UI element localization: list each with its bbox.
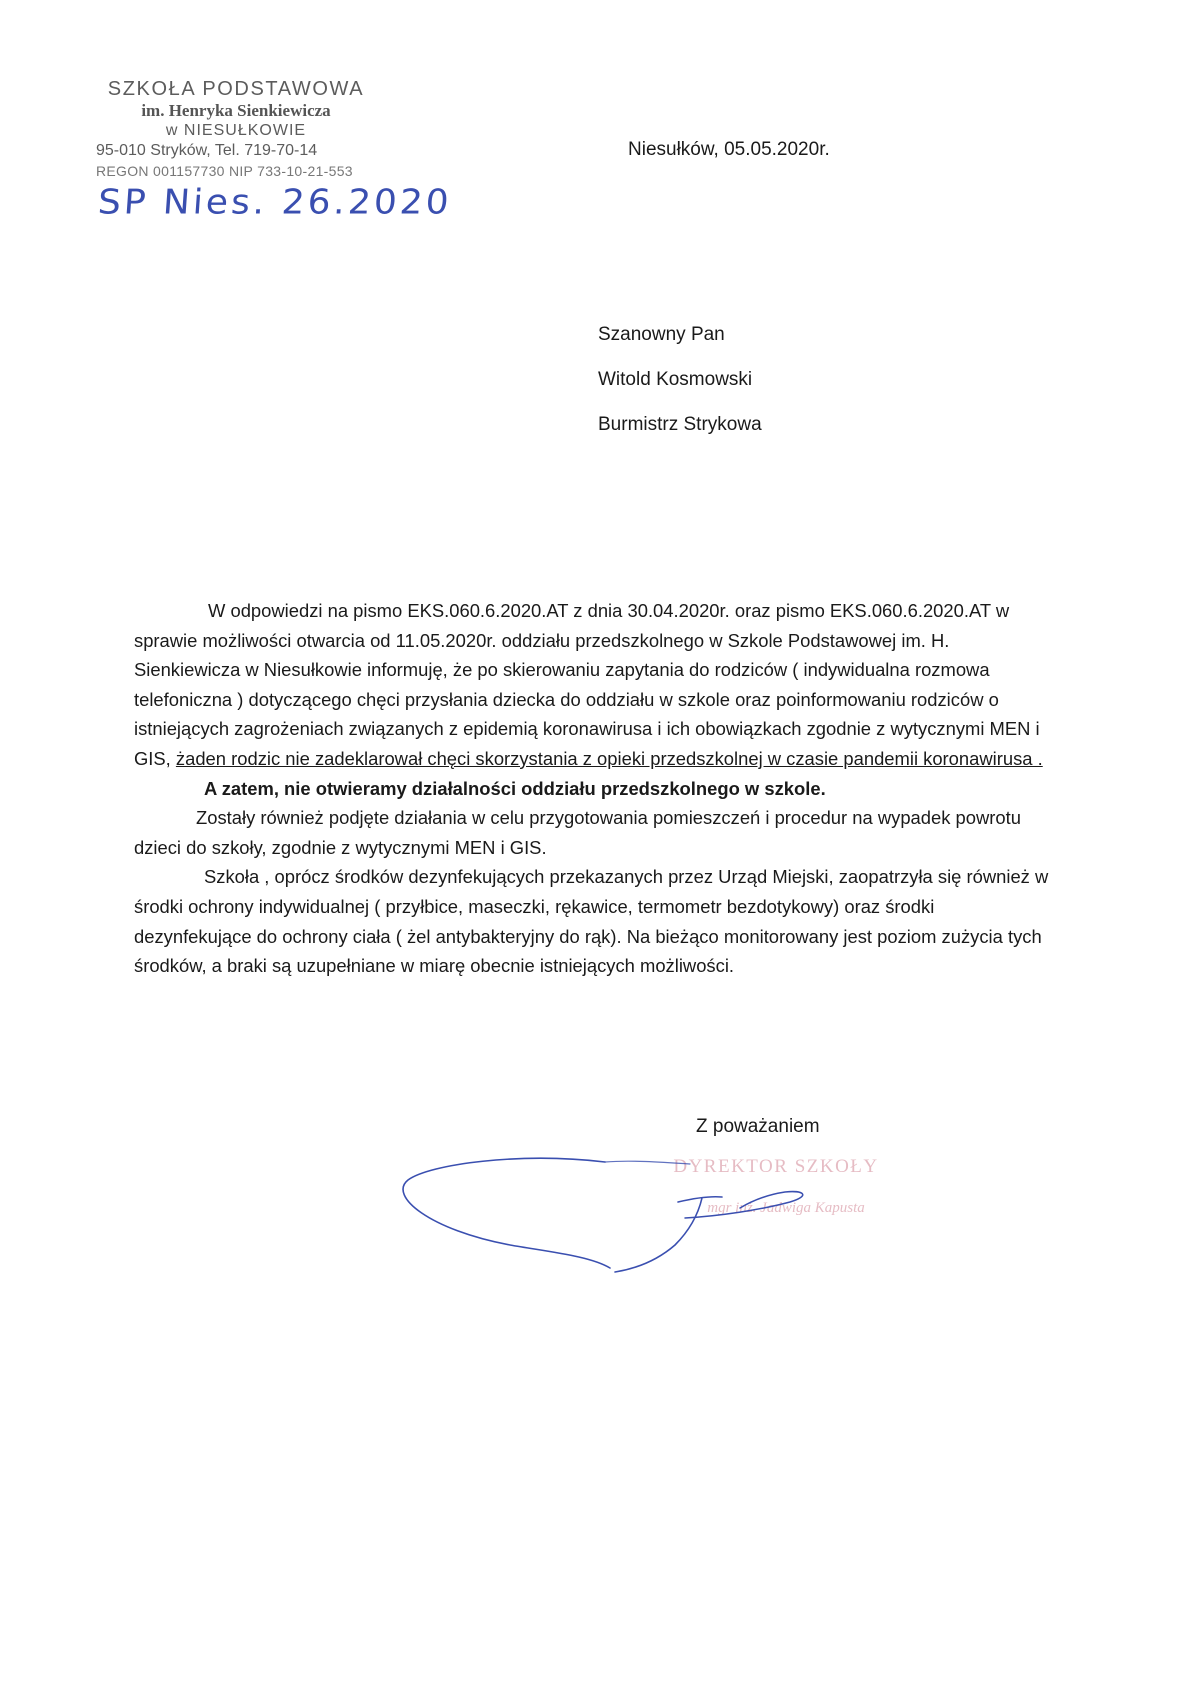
body-paragraph-2: Zostały również podjęte działania w celu przygotowania pomieszczeń i procedur na wypadek powrotu dzieci do szkoły, zgodnie z wytycznymi MEN i GIS.	[134, 807, 1021, 858]
handwritten-signature	[390, 1150, 870, 1280]
closing-phrase: Z poważaniem	[696, 1116, 820, 1137]
addressee-salutation: Szanowny Pan	[598, 324, 725, 345]
letter-date: Niesułków, 05.05.2020r.	[628, 139, 830, 160]
body-paragraph-3: Szkoła , oprócz środków dezynfekujących przekazanych przez Urząd Miejski, zaopatrzyła się również w środki ochrony indywidualnej ( przyłbice, maseczki, rękawice, termometr bezdotykowy) oraz środki dezynfekujące do ochrony ciała ( żel antybakteryjny do rąk). Na bieżąco monitorowany jest poziom zużycia tych środków, a braki są uzupełniane w miarę obecnie istniejących możliwości.	[134, 866, 1049, 977]
paragraph-1-underlined-statement: żaden rodzic nie zadeklarował chęci skorzystania z opieki przedszkolnej w czasie pandemii koronawirusa .	[175, 747, 1043, 769]
director-stamp-title: DYREKTOR SZKOŁY	[673, 1156, 879, 1177]
stamp-school-name: SZKOŁA PODSTAWOWA	[107, 78, 365, 100]
stamp-address-phone: 95-010 Stryków, Tel. 719-70-14	[96, 142, 318, 159]
body-conclusion: A zatem, nie otwieramy działalności oddziału przedszkolnego w szkole.	[204, 777, 826, 799]
stamp-location: w NIESUŁKOWIE	[165, 122, 307, 139]
school-stamp	[96, 78, 376, 181]
addressee-name: Witold Kosmowski	[598, 369, 753, 390]
stamp-patron: im. Henryka Sienkiewicza	[141, 101, 331, 120]
director-stamp-name: mgr inż. Jadwiga Kapusta	[707, 1200, 865, 1216]
handwritten-reference-number: SP Nies. 26.2020	[96, 183, 453, 222]
paragraph-1-text: W odpowiedzi na pismo EKS.060.6.2020.AT z dnia 30.04.2020r. oraz pismo EKS.060.6.2020.AT w sprawie możliwości otwarcia od 11.05.2020r. oddziału przedszkolnego w Szkole Podstawowej im. H. Sienkiewicza w Niesułkowie informuję, że po skierowaniu zapytania do rodziców ( indywidualna rozmowa telefoniczna ) dotyczącego chęci przysłania dziecka do oddziału w szkole oraz poinformowaniu rodziców o istniejących zagrożeniach związanych z epidemią koronawirusa i ich obowiązkach zgodnie z wytycznymi MEN i GIS,	[134, 600, 1040, 769]
body-paragraph-1	[134, 596, 1054, 774]
letter-body	[134, 596, 1054, 981]
stamp-regon-nip: REGON 001157730 NIP 733-10-21-553	[96, 163, 353, 179]
addressee-title: Burmistrz Strykowa	[598, 414, 762, 435]
